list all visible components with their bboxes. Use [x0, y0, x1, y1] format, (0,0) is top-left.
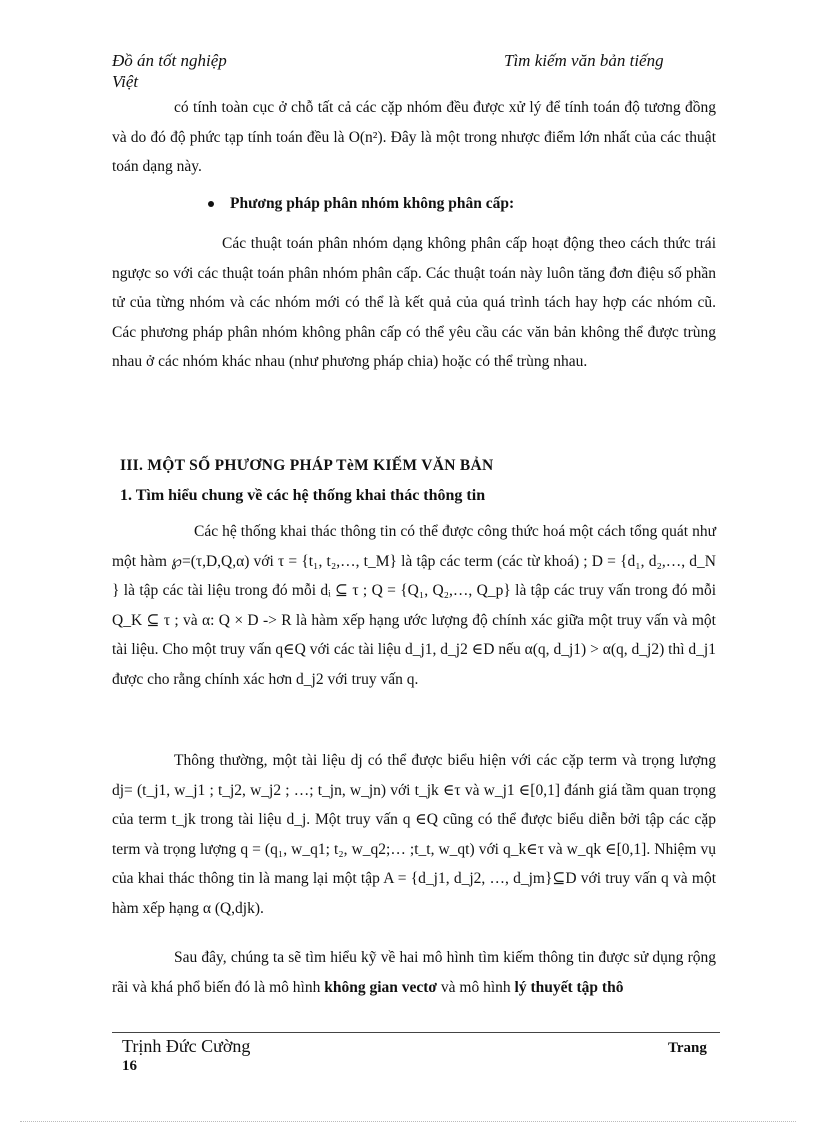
paragraph-5-bold-1: không gian vectơ — [324, 978, 438, 996]
paragraph-5-bold-2: lý thuyết tập thô — [514, 978, 624, 996]
footer-page-number: 16 — [122, 1058, 137, 1074]
paragraph-5-mid: và mô hình — [437, 978, 515, 996]
subsection-heading: 1. Tìm hiểu chung về các hệ thống khai thác thông tin — [120, 487, 486, 504]
header-wrap: Việt — [112, 72, 139, 91]
section-heading: III. MỘT SỐ PHƯƠNG PHÁP TèM KIẾM VĂN BẢN — [120, 457, 494, 474]
paragraph-3: Các hệ thống khai thác thông tin có thể được công thức hoá một cách tổng quát như một hàm ℘=(τ,D,Q,α) với τ = {t₁, t₂,…, t_M} là tập các term (các từ khoá) ; D = {d₁, d₂,…, d_N } là tập các tài liệu trong đó mỗi dᵢ ⊆ τ ; Q = {Q₁, Q₂,…, Q_p} là tập các truy vấn trong đó mỗi Q_K ⊆ τ ; và α: Q × D -> R là hàm xếp hạng ước lượng độ chính xác giữa một truy vấn và một tài liệu. Cho một truy vấn q∈Q với các tài liệu d_j1, d_j2 ∈D nếu α(q, d_j1) > α(q, d_j2) thì d_j1 được cho rằng chính xác hơn d_j2 với truy vấn q. — [112, 523, 716, 688]
footer-author: Trịnh Đức Cường — [122, 1036, 251, 1056]
page-bottom-divider — [20, 1121, 796, 1122]
header-left: Đồ án tốt nghiệp — [112, 51, 227, 70]
paragraph-5 — [112, 943, 716, 1002]
paragraph-2: Các thuật toán phân nhóm dạng không phân cấp hoạt động theo cách thức trái ngược so với các thuật toán phân nhóm phân cấp. Các thuật toán này luôn tăng đơn điệu số phần tử của từng nhóm và các nhóm mới có thể là kết quả của quá trình tách hay hợp các nhóm cũ. Các phương pháp phân nhóm không phân cấp có thể yêu cầu các văn bản không thể được trùng nhau ở các nhóm khác nhau (như phương pháp chia) hoặc có thể trùng nhau. — [112, 235, 716, 370]
paragraph-5-text: Sau đây, chúng ta sẽ tìm hiểu kỹ về hai mô hình tìm kiếm thông tin được sử dụng rộng rãi và khá phổ biến đó là mô hình — [112, 949, 716, 996]
footer-divider — [112, 1032, 720, 1033]
footer-page-label: Trang — [668, 1040, 707, 1056]
bullet-heading — [208, 195, 514, 213]
header-right: Tìm kiếm văn bản tiếng — [504, 51, 664, 70]
bullet-heading-text: Phương pháp phân nhóm không phân cấp: — [230, 195, 515, 212]
bullet-icon — [208, 201, 214, 207]
paragraph-1: có tính toàn cục ở chỗ tất cả các cặp nhóm đều được xử lý để tính toán độ tương đồng và do đó độ phức tạp tính toán đều là O(n²). Đây là một trong nhược điểm lớn nhất của các thuật toán dạng này. — [112, 99, 716, 175]
paragraph-4: Thông thường, một tài liệu dj có thể được biểu hiện với các cặp term và trọng lượng dj= (t_j1, w_j1 ; t_j2, w_j2 ; …; t_jn, w_jn) với t_jk ∈τ và w_j1 ∈[0,1] đánh giá tầm quan trọng của term t_jk trong tài liệu d_j. Một truy vấn q ∈Q cũng có thể được biểu diễn bởi tập các cặp term và trọng lượng q = (q₁, w_q1; t₂, w_q2;… ;t_t, w_qt) với q_k∈τ và w_qk ∈[0,1]. Nhiệm vụ của khai thác thông tin là mang lại một tập A = {d_j1, d_j2, …, d_jm}⊆D với truy vấn q và một hàm xếp hạng α (Q,djk). — [112, 752, 716, 917]
